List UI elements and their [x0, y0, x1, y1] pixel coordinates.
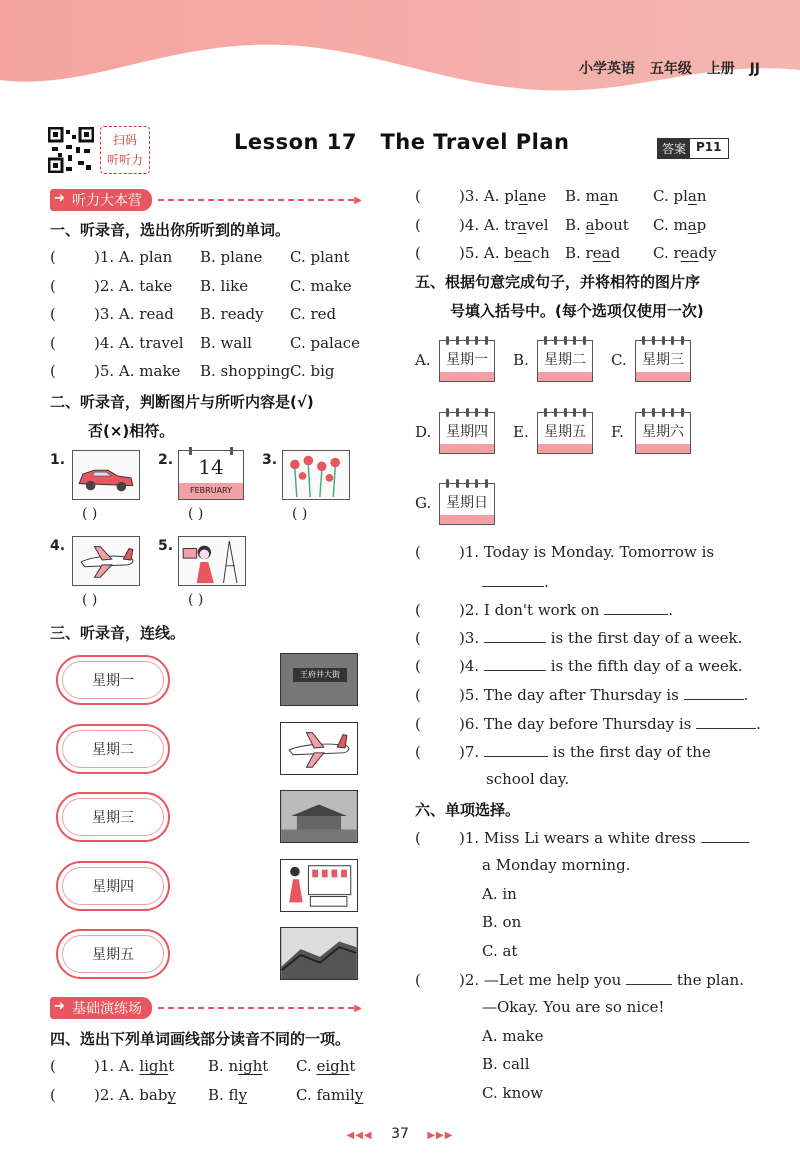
option-b: B. wall	[200, 333, 252, 352]
day-label: 星期五	[92, 947, 134, 963]
sec1-heading: 一、听录音，选出你所听到的单词。	[50, 221, 291, 239]
option-b	[565, 216, 629, 234]
prev-arrows-icon: ◀◀◀	[346, 1130, 373, 1141]
answer-paren[interactable]: (	[50, 1057, 56, 1075]
day-label: 星期二	[92, 742, 134, 758]
ring	[475, 336, 478, 345]
ring	[573, 336, 576, 345]
calendar-day-text: 星期二	[544, 352, 586, 368]
ring	[554, 408, 557, 417]
word-part: dy	[698, 244, 717, 262]
calendar-option[interactable]	[439, 483, 495, 525]
option-b	[208, 1057, 268, 1075]
q-number: 1.	[50, 452, 66, 468]
sec6-q2-opt-c[interactable]: C. know	[482, 1084, 544, 1102]
sec6-q1-cont: a Monday morning.	[482, 856, 631, 874]
option-c	[653, 244, 717, 262]
calendar-option[interactable]	[537, 412, 593, 454]
word-part: ne	[527, 187, 547, 205]
word-part: ch	[531, 244, 550, 262]
sec1-item	[50, 362, 180, 380]
word-part: )2. A. bab	[94, 1086, 168, 1104]
sec5-q5	[415, 685, 748, 704]
calendar-bottom	[440, 372, 494, 381]
word-part: a	[517, 215, 527, 234]
sec2-heading-2: 否(×)相符。	[88, 422, 175, 440]
page-number: 37	[391, 1126, 409, 1142]
word-part: a	[518, 187, 528, 205]
q-text: .	[743, 686, 749, 704]
word-part: a	[687, 215, 697, 234]
answer-paren[interactable]: (	[415, 829, 421, 847]
sec6-q1-opt-a[interactable]: A. in	[482, 885, 517, 903]
next-arrows-icon: ▶▶▶	[427, 1130, 454, 1141]
option-a: )1. A. plan	[94, 248, 173, 266]
answer-paren[interactable]: (	[415, 715, 421, 733]
sec1-item	[50, 305, 174, 323]
word-part: B. r	[565, 244, 593, 262]
word-part: d	[610, 244, 621, 262]
sec5-heading-1: 五、根据句意完成句子，并将相符的图片序	[415, 273, 701, 291]
word-part: ea	[513, 244, 532, 262]
calendar-rings	[642, 336, 684, 345]
ring	[662, 336, 665, 345]
q-number: 3.	[262, 452, 278, 468]
q-text: )5. The day after Thursday is	[459, 686, 679, 704]
ring	[564, 336, 567, 345]
ring	[652, 408, 655, 417]
blank-line[interactable]	[484, 742, 548, 757]
sec5-q4	[415, 656, 743, 675]
word-part: )4. A. tr	[459, 215, 518, 234]
option-c	[653, 187, 707, 205]
word-part: a	[687, 187, 697, 205]
blank-line[interactable]	[684, 685, 744, 700]
calendar-day-text: 星期四	[446, 424, 488, 440]
calendar-option[interactable]	[439, 340, 495, 382]
blank-line[interactable]	[626, 970, 672, 985]
q-text: )7.	[459, 743, 480, 761]
option-c: C. plant	[290, 248, 350, 266]
day-pill[interactable]	[56, 724, 170, 774]
word-part: C. pl	[653, 187, 688, 205]
option-a: )4. A. travel	[94, 333, 184, 352]
lesson-title: Lesson 17 The Travel Plan	[234, 130, 570, 154]
shopping-image[interactable]	[280, 859, 358, 912]
word-part: y	[167, 1086, 176, 1104]
option-letter: A.	[415, 351, 431, 369]
word-part: B.	[565, 215, 586, 234]
answer-paren[interactable]: ( )	[82, 506, 98, 522]
answer-paren[interactable]: (	[50, 362, 56, 380]
option-c: C. make	[290, 276, 352, 295]
option-letter: E.	[513, 423, 529, 441]
listen-text: 听听力	[106, 153, 143, 167]
word-part: )1. A.	[94, 1057, 140, 1075]
day-label: 星期三	[92, 810, 134, 826]
answer-tag[interactable]	[657, 138, 729, 159]
answer-paren[interactable]: (	[415, 657, 421, 675]
answer-paren[interactable]: (	[415, 686, 421, 704]
day-pill[interactable]	[56, 655, 170, 705]
answer-paren[interactable]: ( )	[188, 592, 204, 608]
option-c	[653, 216, 706, 234]
calendar-bottom	[636, 444, 690, 453]
ring	[446, 408, 449, 417]
word-part: )5. A. b	[459, 244, 514, 262]
word-part: C.	[296, 1057, 317, 1075]
blank-line[interactable]	[604, 600, 668, 615]
word-part: l	[139, 1057, 145, 1075]
q-text: .	[544, 573, 549, 591]
option-c: C. red	[290, 305, 337, 323]
answer-paren[interactable]: ( )	[188, 506, 204, 522]
page-footer	[0, 1126, 800, 1142]
day-pill[interactable]	[56, 861, 170, 911]
option-b: B. like	[200, 276, 249, 295]
answer-paren[interactable]: (	[415, 601, 421, 619]
word-part: eigh	[316, 1057, 350, 1075]
word-part: B. m	[565, 187, 600, 205]
answer-paren[interactable]: (	[415, 215, 421, 234]
calendar-rings	[446, 479, 488, 488]
q-text: )4.	[459, 657, 480, 675]
answer-paren[interactable]: (	[415, 629, 421, 647]
word-part: C. m	[653, 215, 688, 234]
sec6-q2-cont: —Okay. You are so nice!	[482, 998, 665, 1016]
sec6-heading: 六、单项选择。	[415, 801, 521, 819]
option-a: )2. A. take	[94, 276, 173, 295]
blank-line[interactable]	[484, 656, 546, 671]
ring	[671, 408, 674, 417]
sec4-item	[415, 187, 546, 205]
scan-text: 扫码	[112, 133, 137, 147]
word-part: t	[168, 1057, 175, 1075]
q-text: )2. I don't work on	[459, 601, 600, 619]
calendar-day-text: 星期一	[446, 352, 488, 368]
sec5-q2	[415, 600, 673, 619]
q-text: )3.	[459, 629, 480, 647]
calendar-bottom	[538, 372, 592, 381]
day-pill[interactable]	[56, 792, 170, 842]
plane-image	[72, 536, 140, 586]
ring	[642, 408, 645, 417]
ring	[485, 479, 488, 488]
shopping-icon	[281, 860, 357, 911]
blank-line[interactable]	[482, 572, 544, 587]
flowers-image	[282, 450, 350, 500]
option-a: )3. A. read	[94, 305, 174, 323]
option-letter: D.	[415, 423, 432, 441]
word-part: y	[354, 1086, 364, 1104]
word-part: ea	[680, 244, 699, 262]
car-image	[72, 450, 140, 500]
ring	[475, 408, 478, 417]
ring	[652, 336, 655, 345]
sec6-q1	[415, 828, 749, 847]
sec5-q1-cont	[482, 572, 549, 591]
word-part: t	[349, 1057, 356, 1075]
sec4-item	[50, 1057, 174, 1075]
option-letter: B.	[513, 351, 529, 369]
day-label: 星期一	[92, 673, 134, 689]
option-b: B. plane	[200, 248, 263, 266]
word-part: y	[238, 1086, 248, 1104]
calendar-day-text: 星期六	[642, 424, 684, 440]
palace-icon	[281, 791, 357, 842]
q-text: is the first day of the	[552, 743, 711, 761]
word-part: )3. A. pl	[459, 187, 519, 205]
sec2-heading-1: 二、听录音，判断图片与所听内容是(√)	[50, 393, 314, 411]
calendar-day-text: 星期五	[544, 424, 586, 440]
calendar-month: FEBRUARY	[179, 483, 243, 499]
answer-paren[interactable]: (	[50, 248, 56, 266]
calendar-rings	[544, 336, 586, 345]
plane-icon	[281, 723, 357, 774]
ring	[681, 336, 684, 345]
answer-paren[interactable]: (	[50, 333, 56, 352]
ring	[466, 479, 469, 488]
sec3-heading: 三、听录音，连线。	[50, 624, 186, 642]
sec4-heading: 四、选出下列单词画线部分读音不同的一项。	[50, 1030, 351, 1048]
qr-code-icon[interactable]	[48, 127, 94, 173]
ring	[662, 408, 665, 417]
q-number: 4.	[50, 538, 66, 554]
sec5-q6	[415, 714, 761, 733]
wall-icon	[281, 928, 357, 979]
sec1-item	[50, 248, 172, 266]
word-part: p	[696, 215, 707, 234]
palace-image[interactable]	[280, 790, 358, 843]
option-b	[565, 187, 618, 205]
word-part: n	[608, 187, 619, 205]
sec1-item	[50, 277, 172, 295]
q-text: )6. The day before Thursday is	[459, 715, 692, 733]
ring	[485, 336, 488, 345]
sec6-q2	[415, 970, 744, 989]
calendar-bottom	[538, 444, 592, 453]
option-b	[565, 244, 620, 262]
word-part: C. famil	[296, 1086, 355, 1104]
option-letter: C.	[611, 351, 627, 369]
great-wall-image[interactable]	[280, 927, 358, 980]
q-text: )2. —Let me help you	[459, 971, 622, 989]
ring	[446, 479, 449, 488]
ring	[671, 336, 674, 345]
word-part: C. r	[653, 244, 681, 262]
word-part: ea	[592, 244, 611, 262]
option-b: B. shopping	[200, 362, 291, 380]
sec5-q7	[415, 742, 711, 761]
calendar-bottom	[440, 515, 494, 524]
calendar-day-text: 星期日	[446, 495, 488, 511]
day-label: 星期四	[92, 879, 134, 895]
ring	[642, 336, 645, 345]
word-part: B. fl	[208, 1086, 239, 1104]
calendar-rings	[446, 336, 488, 345]
calendar-rings	[642, 408, 684, 417]
word-part: t	[262, 1057, 269, 1075]
sec4-item	[415, 244, 550, 262]
option-b	[208, 1086, 247, 1104]
ring	[681, 408, 684, 417]
ring	[564, 408, 567, 417]
ring	[583, 408, 586, 417]
q-text: )1. Miss Li wears a white dress	[459, 829, 696, 847]
ring	[573, 408, 576, 417]
answer-paren[interactable]: (	[415, 244, 421, 262]
sec6-q2-opt-a[interactable]: A. make	[482, 1027, 544, 1045]
ring	[456, 336, 459, 345]
option-b: B. ready	[200, 305, 264, 323]
sec4-item	[50, 1086, 176, 1104]
answer-label: 答案	[658, 139, 690, 158]
basic-banner: ➜ 基础演练场 ▶	[50, 998, 362, 1018]
listening-banner-label: 听力大本营	[72, 193, 142, 209]
sec5-q1	[415, 543, 714, 561]
calendar-bottom	[636, 372, 690, 381]
answer-paren[interactable]: (	[50, 276, 56, 295]
ring	[485, 408, 488, 417]
q-number: 2.	[158, 452, 174, 468]
answer-paren[interactable]: ( )	[292, 506, 308, 522]
ring	[475, 479, 478, 488]
basic-banner-label: 基础演练场	[72, 1001, 142, 1017]
calendar-option[interactable]	[635, 412, 691, 454]
sign-text: 王府井大街	[293, 668, 347, 682]
answer-paren[interactable]: (	[415, 543, 421, 561]
calendar-option[interactable]	[635, 340, 691, 382]
answer-page: P11	[696, 140, 722, 154]
q-text: .	[756, 715, 761, 733]
sec4-item	[415, 216, 549, 234]
calendar-option[interactable]	[537, 340, 593, 382]
ring	[456, 408, 459, 417]
word-part: bout	[594, 215, 629, 234]
ring	[466, 336, 469, 345]
calendar-image	[178, 450, 244, 500]
option-letter: F.	[611, 423, 624, 441]
sec6-q1-opt-b[interactable]: B. on	[482, 913, 522, 931]
word-part: igh	[144, 1057, 169, 1075]
sec5-heading-2: 号填入括号中。(每个选项仅使用一次)	[450, 302, 704, 320]
ring	[544, 336, 547, 345]
ring	[554, 336, 557, 345]
q-text: the plan.	[676, 971, 744, 989]
ring	[544, 408, 547, 417]
calendar-rings	[544, 408, 586, 417]
answer-paren[interactable]: (	[50, 305, 56, 323]
calendar-day: 14	[198, 455, 224, 479]
sec5-q3	[415, 628, 742, 647]
option-c: C. palace	[290, 333, 361, 352]
ring	[583, 336, 586, 345]
sec5-q7-cont: school day.	[486, 770, 570, 788]
scan-listen-label	[100, 126, 150, 174]
day-pill[interactable]	[56, 929, 170, 979]
option-c: C. big	[290, 362, 335, 380]
answer-paren[interactable]: ( )	[82, 592, 98, 608]
q-text: is the fifth day of a week.	[550, 657, 743, 675]
answer-paren[interactable]: (	[415, 743, 421, 761]
blank-line[interactable]	[701, 828, 749, 843]
word-part: a	[599, 187, 609, 205]
listening-banner: ➜ 听力大本营 ▶	[50, 190, 362, 210]
girl-eiffel-image	[178, 536, 246, 586]
blank-line[interactable]	[484, 628, 546, 643]
q-text: )1. Today is Monday. Tomorrow is	[459, 543, 715, 561]
option-letter: G.	[415, 494, 432, 512]
header-wave	[0, 0, 800, 110]
option-a: )5. A. make	[94, 362, 181, 380]
word-part: igh	[238, 1057, 263, 1075]
sec6-q1-opt-c[interactable]: C. at	[482, 942, 518, 960]
option-c	[296, 1057, 355, 1075]
sec6-q2-opt-b[interactable]: B. call	[482, 1055, 530, 1073]
answer-paren[interactable]: (	[415, 971, 421, 989]
calendar-rings	[446, 408, 488, 417]
word-part: B. n	[208, 1057, 239, 1075]
ring	[466, 408, 469, 417]
word-part: vel	[526, 215, 549, 234]
q-number: 5.	[158, 538, 174, 554]
sec1-item	[50, 334, 184, 352]
q-text: is the first day of a week.	[550, 629, 743, 647]
airplane-image[interactable]	[280, 722, 358, 775]
calendar-bottom	[440, 444, 494, 453]
word-part: a	[585, 215, 595, 234]
calendar-day-text: 星期三	[642, 352, 684, 368]
book-info: 小学英语 五年级 上册 JJ	[578, 61, 760, 77]
option-c	[296, 1086, 363, 1104]
answer-paren[interactable]: (	[415, 187, 421, 205]
blank-line[interactable]	[696, 714, 756, 729]
word-part: n	[696, 187, 707, 205]
street-sign-image[interactable]	[280, 653, 358, 706]
q-text: .	[668, 601, 673, 619]
ring	[446, 336, 449, 345]
answer-paren[interactable]: (	[50, 1086, 56, 1104]
calendar-option[interactable]	[439, 412, 495, 454]
ring	[456, 479, 459, 488]
